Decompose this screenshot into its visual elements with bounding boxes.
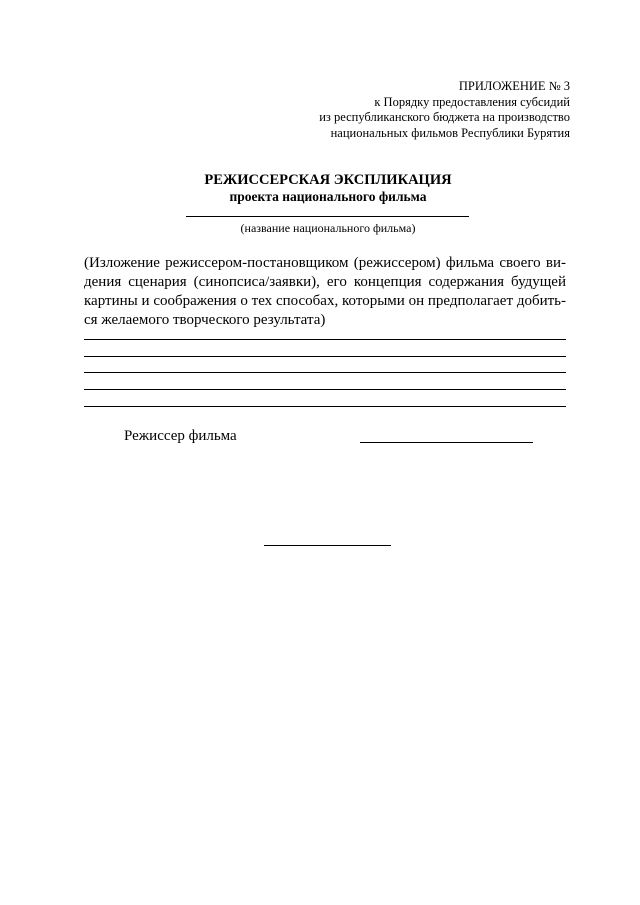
document-title: РЕЖИССЕРСКАЯ ЭКСПЛИКАЦИЯ [204, 172, 452, 188]
end-separator-line [264, 545, 391, 546]
appendix-header [250, 79, 570, 141]
document-subtitle: проекта национального фильма [229, 189, 427, 204]
blank-line-1 [84, 339, 566, 340]
blank-line-5 [84, 406, 566, 407]
appendix-line-3: из республиканского бюджета на производство [319, 110, 570, 124]
appendix-line-4: национальных фильмов Республики Бурятия [330, 125, 570, 140]
description-paragraph: (Изложение режиссером-постановщиком (режиссером) фильма своего ви-дения сценария (синопсиса/заявки), его концепция содержания будущей картины и соображения о тех способах, которыми он предполагает добить-ся желаемого творческого результата) [84, 255, 566, 328]
blank-line-3 [84, 372, 566, 373]
blank-line-4 [84, 389, 566, 390]
director-label: Режиссер фильма [124, 428, 237, 444]
film-name-blank-line [186, 216, 469, 217]
signature-line [360, 442, 533, 443]
appendix-line-1: ПРИЛОЖЕНИЕ № 3 [458, 79, 570, 93]
film-name-caption: (название национального фильма) [240, 221, 416, 235]
blank-line-2 [84, 356, 566, 357]
appendix-line-2: к Порядку предоставления субсидий [374, 94, 570, 109]
